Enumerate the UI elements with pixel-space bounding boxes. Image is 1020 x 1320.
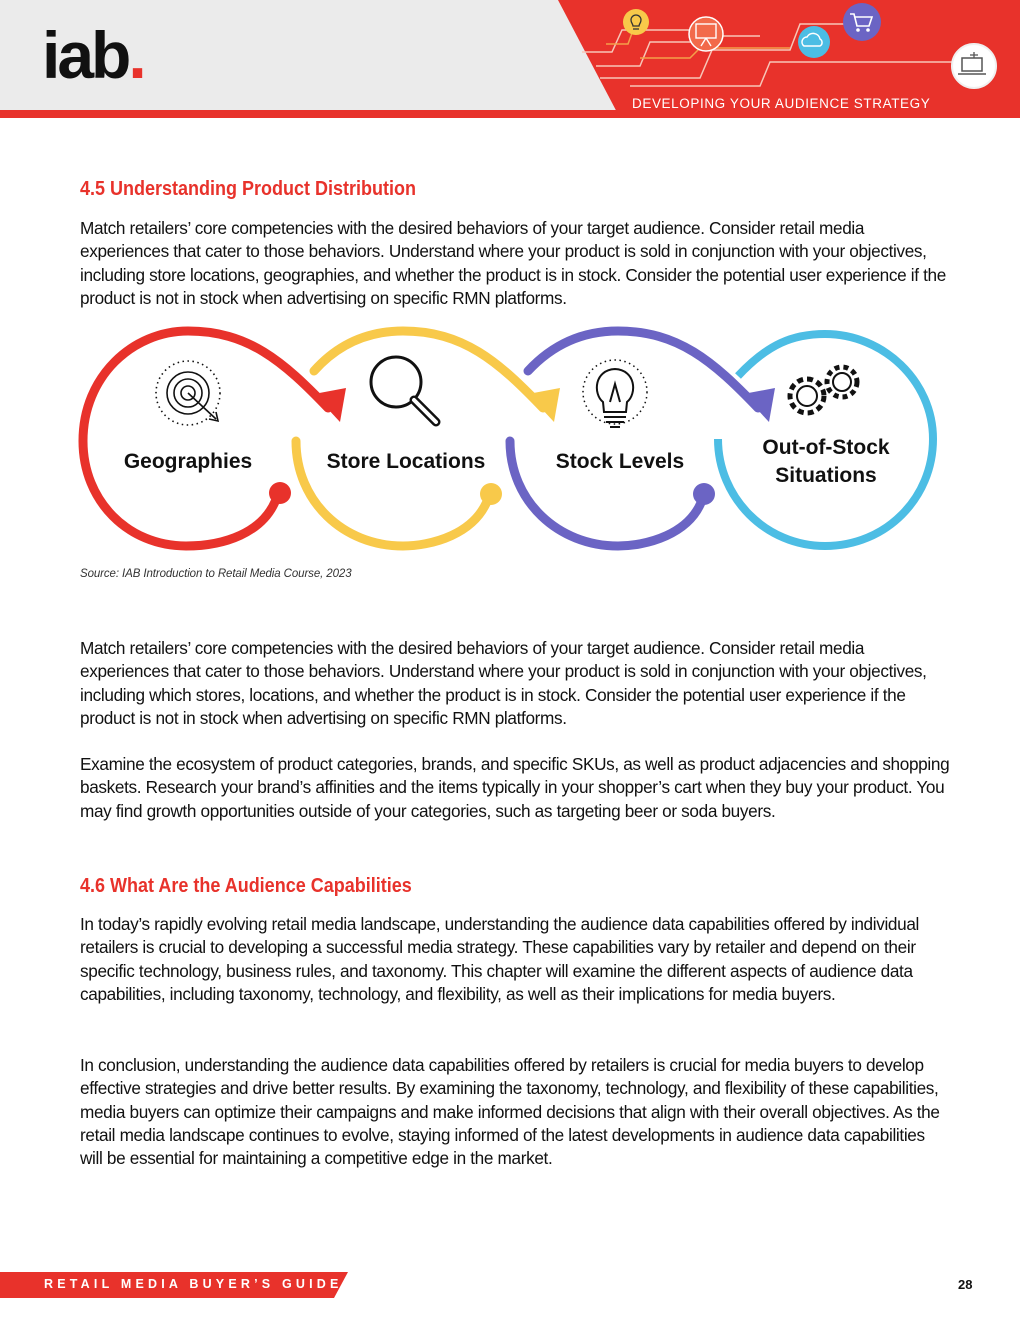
diagram-source: Source: IAB Introduction to Retail Media Course, 2023 xyxy=(80,568,352,580)
stock-levels-loop xyxy=(510,331,758,546)
target-icon xyxy=(156,361,220,425)
section-4-6-paragraph-2: In conclusion, understanding the audience data capabilities offered by retailers is crucial for media buyers to develop effective strategies and drive better results. By examining the taxonomy, technology, and flexibility of these capabilities, media buyers can optimize their campaigns and make informed decisions that align with their overall objectives. As the retail media landscape continues to evolve, staying informed of the latest developments in audience data capabilities will be essential for maintaining a competitive edge in the market. xyxy=(80,1055,940,1169)
diagram-label-geographies: Geographies xyxy=(123,450,253,473)
header-lightbulb-icon xyxy=(623,9,649,35)
store-locations-dot xyxy=(480,483,502,505)
chapter-title: DEVELOPING YOUR AUDIENCE STRATEGY xyxy=(632,96,931,111)
geographies-loop xyxy=(83,331,328,546)
diagram-label-store-locations: Store Locations xyxy=(326,450,486,473)
body-paragraph-3: Examine the ecosystem of product categories, brands, and specific SKUs, as well as product adjacencies and shopping baskets. Research your brand’s affinities and the items typically in your shopper’s cart when they buy your product. You may find growth opportunities outside of your categories, such as targeting beer or soda buyers. xyxy=(80,754,950,821)
magnifier-icon xyxy=(371,357,436,422)
body-paragraph-2: Match retailers’ core competencies with the desired behaviors of your target audience. Consider retail media experiences that cater to those behaviors. Understand where your product is sold in conjunction with your objectives, including which stores, locations, and whether the product is in stock. Consider the potential user experience if the product is not in stock when advertising on specific RMN platforms. xyxy=(80,638,927,728)
store-locations-arrow xyxy=(528,388,560,422)
stock-levels-dot xyxy=(693,483,715,505)
iab-logo[interactable]: iab. xyxy=(42,18,144,92)
product-distribution-diagram xyxy=(78,326,940,554)
lightbulb-icon xyxy=(583,360,647,427)
gears-icon xyxy=(790,367,857,413)
page-header xyxy=(0,0,1020,118)
section-4-6-paragraph-1: In today’s rapidly evolving retail media landscape, understanding the audience data capabilities offered by individual retailers is crucial to developing a successful media strategy. These capabilities vary by retailer and depend on their specific technology, business rules, and taxonomy. This chapter will examine the different aspects of audience data capabilities, including taxonomy, technology, and flexibility, as well as their implications for media buyers. xyxy=(80,914,920,1004)
section-4-5-paragraph: Match retailers’ core competencies with the desired behaviors of your target audience. Consider retail media experiences that cater to those behaviors. Understand where your product is sold in conjunction with your objectives, including store locations, geographies, and whether the product is in stock. Consider the potential user experience if the product is not in stock when advertising on specific RMN platforms. xyxy=(80,218,946,308)
section-heading-4-6: 4.6 What Are the Audience Capabilities xyxy=(80,875,412,897)
header-cloud-sync-icon xyxy=(798,26,830,58)
geographies-dot xyxy=(269,482,291,504)
stock-levels-arrow xyxy=(743,388,775,422)
header-presentation-board-icon xyxy=(689,17,723,51)
diagram-label-stock-levels: Stock Levels xyxy=(555,450,685,473)
store-locations-loop xyxy=(296,331,543,546)
header-shopping-cart-icon xyxy=(843,3,881,41)
section-heading-4-5: 4.5 Understanding Product Distribution xyxy=(80,178,417,200)
page-number: 28 xyxy=(958,1277,973,1292)
geographies-arrow xyxy=(314,388,346,422)
footer-guide-title: RETAIL MEDIA BUYER’S GUIDE xyxy=(44,1277,343,1291)
header-laptop-shopping-icon xyxy=(952,44,996,88)
diagram-label-out-of-stock: Out-of-Stock Situations xyxy=(762,436,890,487)
